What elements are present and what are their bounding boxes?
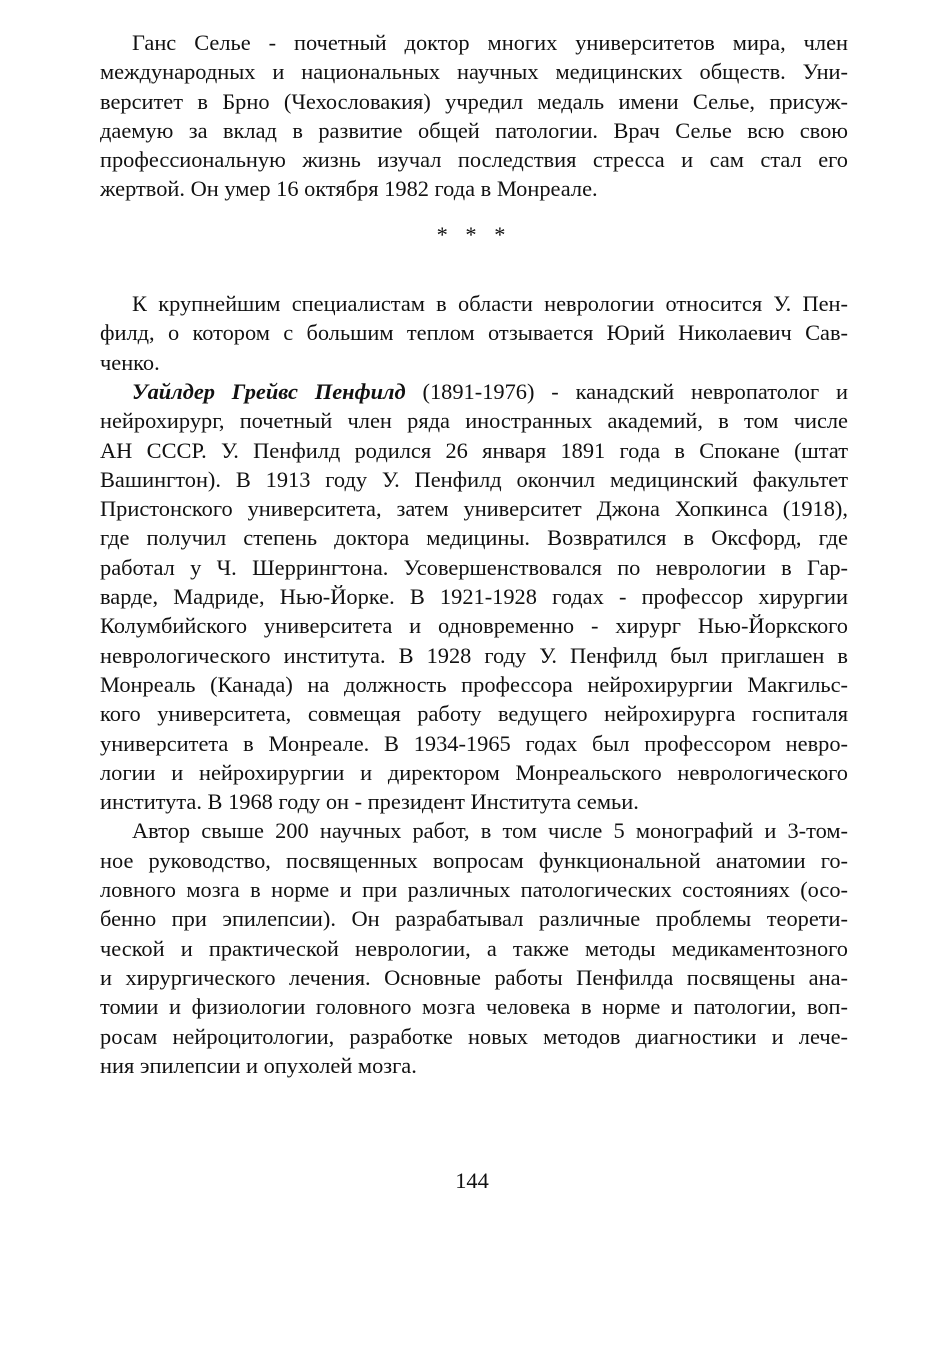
text-line: кого университета, совмещая работу ведущего нейрохирурга госпиталя [100,701,848,727]
text-line [100,377,848,406]
text-line: работал у Ч. Шеррингтона. Усовершенствовался по неврологии в Гар- [100,554,848,580]
text-line: Колумбийского университета и одновременно - хирург Нью-Йоркского [100,613,848,639]
text-line: института. В 1968 году он - президент Института семьи. [100,789,639,815]
text-line: Вашингтон). В 1913 году У. Пенфилд окончил медицинский факультет [100,466,848,492]
text-line: профессиональную жизнь изучал последствия стресса и сам стал его [100,147,848,173]
text-line: Автор свыше 200 научных работ, в том числе 5 монографий и 3-том- [132,818,848,844]
text-line: ния эпилепсии и опухолей мозга. [100,1052,417,1078]
text-line: томии и физиологии головного мозга человека в норме и патологии, воп- [100,994,848,1020]
text-line: Пристонского университета, затем университет Джона Хопкинса (1918), [100,496,848,522]
text-line: ное руководство, посвященных вопросам функциональной анатомии го- [100,847,848,873]
paragraph-penfield-biography [100,377,848,816]
text-line: жертвой. Он умер 16 октября 1982 года в Монреале. [100,176,598,202]
paragraph-selye-biography [100,28,848,204]
person-name: Уайлдер Грейвс Пенфилд [132,378,406,404]
text-line: бенно при эпилепсии). Он разрабатывал различные проблемы теорети- [100,906,848,932]
page-body [100,28,848,1080]
text-line: логии и нейрохирургии и директором Монреальского неврологического [100,759,848,785]
text-line: нейрохирург, почетный член ряда иностранных академий, в том числе [100,408,848,434]
text-line: университета в Монреале. В 1934-1965 годах был профессором невро- [100,730,848,756]
text-line: варде, Мадриде, Нью-Йорке. В 1921-1928 годах - профессор хирургии [100,584,848,610]
text-line: филд, о котором с большим теплом отзывается Юрий Николаевич Сав- [100,320,848,346]
text-line: неврологического института. В 1928 году У. Пенфилд был приглашен в [100,642,848,668]
text-line: ченко. [100,349,160,375]
paragraph-intro-penfield [100,289,848,377]
page-number: 144 [455,1168,489,1193]
text-line: К крупнейшим специалистам в области неврологии относится У. Пен- [132,291,848,317]
text-line: Ганс Селье - почетный доктор многих университетов мира, член [132,30,848,55]
text-line: даемую за вклад в развитие общей патологии. Врач Селье всю свою [100,117,848,143]
text-line: международных и национальных научных медицинских обществ. Уни- [100,59,848,85]
text-line: и хирургического лечения. Основные работы Пенфилда посвящены ана- [100,964,848,990]
text-line: ловного мозга в норме и при различных патологических состояниях (осо- [100,877,848,903]
paragraph-penfield-works [100,816,848,1080]
text-fragment: (1891-1976) - канадский невропатолог и [405,378,848,404]
text-line: верситет в Брно (Чехословакия) учредил медаль имени Селье, присуж- [100,88,848,114]
text-line: ческой и практической неврологии, а также методы медикаментозного [100,935,848,961]
text-line: АН СССР. У. Пенфилд родился 26 января 1891 года в Спокане (штат [100,437,848,463]
text-line: Монреаль (Канада) на должность профессора нейрохирургии Макгильс- [100,671,848,697]
text-line: где получил степень доктора медицины. Возвратился в Оксфорд, где [100,525,848,551]
section-divider: * * * [436,221,512,247]
text-line: росам нейроцитологии, разработке новых методов диагностики и лече- [100,1023,848,1049]
